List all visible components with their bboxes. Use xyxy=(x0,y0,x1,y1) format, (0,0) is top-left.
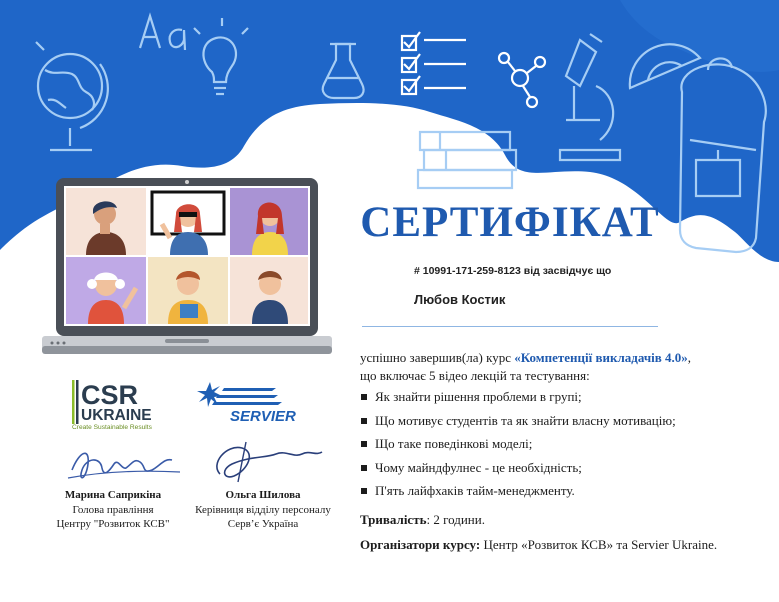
signatory-name: Марина Саприкіна xyxy=(64,489,162,501)
servier-text: SERVIER xyxy=(230,408,296,424)
topic-text: Що таке поведінкові моделі; xyxy=(375,436,533,451)
bullet-icon xyxy=(361,418,367,424)
duration-value: : 2 години. xyxy=(426,512,485,527)
signatory-organization: Серв’є Україна xyxy=(227,518,299,530)
organizers-value: Центр «Розвиток КСВ» та Servier Ukraine. xyxy=(480,537,718,552)
completion-prefix: успішно завершив(ла) курс xyxy=(360,350,515,365)
laptop-video-call-illustration xyxy=(42,176,332,356)
organizers-line xyxy=(360,537,717,553)
bullet-icon xyxy=(361,441,367,447)
topic-text: Що мотивує студентів та як знайти власну мотивацію; xyxy=(375,412,676,428)
topic-item xyxy=(360,482,770,506)
signatory-organization: Центру "Розвиток КСВ" xyxy=(56,518,170,530)
csr-country-text: UKRAINE xyxy=(81,407,152,424)
recipient-underline xyxy=(362,326,658,327)
csr-tagline-text: Create Sustainable Results xyxy=(72,424,152,430)
topic-text: Як знайти рішення проблеми в групі; xyxy=(375,389,582,404)
servier-logo xyxy=(196,380,308,424)
signature-2 xyxy=(190,440,340,488)
signatory-role: Керівниця відділу персоналу xyxy=(195,503,331,516)
topic-item xyxy=(360,388,770,412)
topic-item xyxy=(360,435,770,459)
signatory-name: Ольга Шилова xyxy=(225,489,301,501)
completion-line xyxy=(360,349,760,367)
signatory-1 xyxy=(48,488,178,532)
topic-text: П'ять лайфхаків тайм-менеджменту. xyxy=(375,483,575,498)
topic-item xyxy=(360,412,770,436)
topic-list xyxy=(360,388,770,506)
bullet-icon xyxy=(361,465,367,471)
signatory-2 xyxy=(188,488,338,532)
signatory-role: Голова правління xyxy=(72,503,154,516)
signature-1 xyxy=(60,440,190,488)
certificate-title: СЕРТИФІКАТ xyxy=(360,199,660,246)
csr-main-text: CSR xyxy=(81,380,139,410)
completion-suffix: , xyxy=(687,350,692,365)
includes-line: що включає 5 відео лекцій та тестування: xyxy=(360,368,590,383)
organizers-label: Організатори курсу: xyxy=(360,537,481,552)
topic-item xyxy=(360,459,770,483)
bullet-icon xyxy=(361,394,367,400)
certificate-number: # 10991-171-259-8123 від засвідчує що xyxy=(414,265,612,277)
duration-label: Тривалість xyxy=(360,512,427,527)
csr-ukraine-logo xyxy=(70,378,160,430)
topic-text: Чому майндфулнес - це необхідність; xyxy=(375,459,582,475)
bullet-icon xyxy=(361,488,367,494)
recipient-name: Любов Костик xyxy=(414,292,506,307)
completion-statement xyxy=(360,349,760,385)
duration-line xyxy=(360,512,485,528)
course-name: «Компетенції викладачів 4.0» xyxy=(514,350,688,365)
